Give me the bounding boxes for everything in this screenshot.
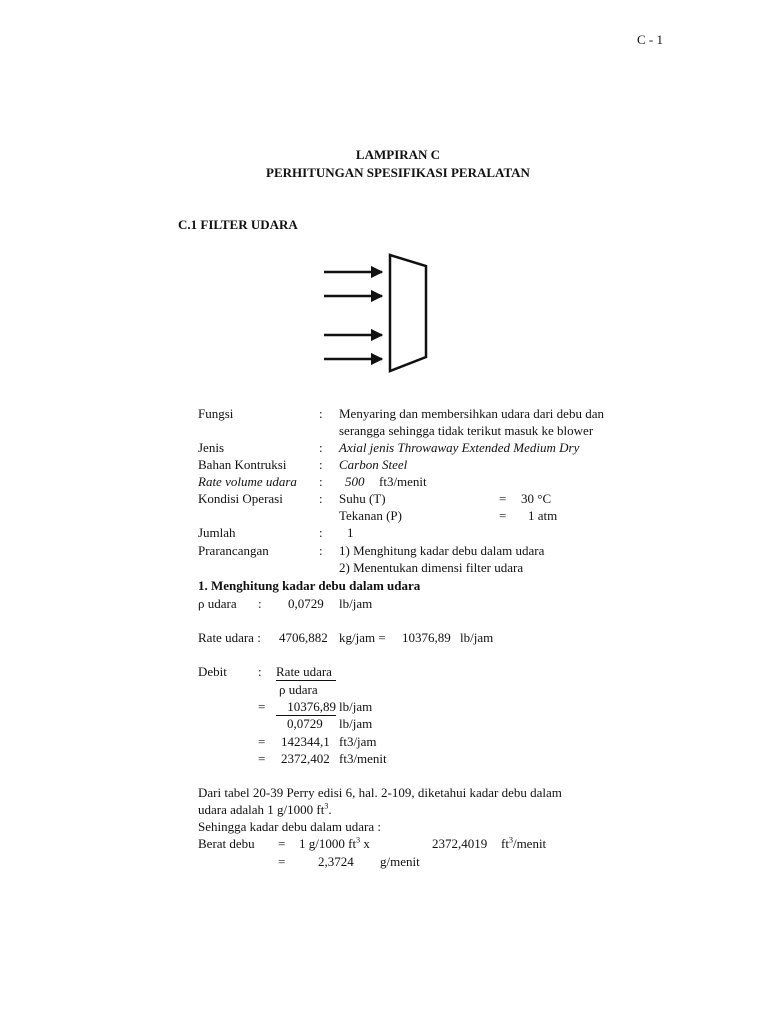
spec-label-prarancangan: Prarancangan [198, 543, 269, 558]
spec-value-fungsi-line2: serangga sehingga tidak terikut masuk ke blower [339, 423, 594, 438]
rho-label: ρ udara [198, 596, 237, 611]
berat-label: Berat debu [198, 836, 255, 851]
spec-label-fungsi: Fungsi [198, 406, 234, 421]
filter-diagram [318, 250, 438, 380]
spec-label-rate: Rate volume udara [198, 474, 297, 489]
spec-colon: : [319, 474, 323, 489]
spec-tekanan-eq: = [499, 508, 507, 523]
rate-unit-kg: kg/jam = [339, 630, 386, 645]
numerator-unit: lb/jam [339, 699, 373, 714]
spec-tekanan-value: 1 atm [528, 508, 558, 523]
berat-result-unit: g/menit [380, 854, 420, 869]
spec-value-fungsi-line1: Menyaring dan membersihkan udara dari debu dan [339, 406, 604, 421]
rho-value: 0,0729 [288, 596, 324, 611]
spec-value-rate: 500 [345, 474, 365, 489]
spec-unit-rate: ft3/menit [379, 474, 427, 489]
rate-label: Rate udara : [198, 630, 261, 645]
berat-flow-unit: $ft^3$/menit [501, 835, 547, 851]
equals-sign: = [258, 699, 266, 714]
rho-unit: lb/jam [339, 596, 373, 611]
rate-value-kg: 4706,882 [279, 630, 328, 645]
spec-colon: : [319, 440, 323, 455]
result-ft3-menit-unit: ft3/menit [339, 751, 387, 766]
spec-suhu-label: Suhu (T) [339, 491, 386, 506]
spec-label-bahan: Bahan Kontruksi [198, 457, 287, 472]
debit-colon: : [258, 664, 262, 679]
rate-value-lb: 10376,89 [402, 630, 451, 645]
spec-label-kondisi: Kondisi Operasi [198, 491, 283, 506]
spec-colon: : [319, 525, 323, 540]
rho-colon: : [258, 596, 262, 611]
berat-flow-value: 2372,4019 [432, 836, 488, 851]
debit-label: Debit [198, 664, 227, 679]
page-title-line2: PERHITUNGAN SPESIFIKASI PERALATAN [266, 165, 530, 180]
fraction-denominator: ρ udara [279, 682, 318, 697]
spec-suhu-value: 30 °C [521, 491, 552, 506]
result-ft3-menit: 2372,402 [281, 751, 330, 766]
berat-result: 2,3724 [318, 854, 354, 869]
fraction-numerator: Rate udara [276, 663, 336, 681]
equals-sign: = [258, 734, 266, 749]
spec-label-jumlah: Jumlah [198, 525, 236, 540]
spec-colon: : [319, 543, 323, 558]
spec-label-jenis: Jenis [198, 440, 224, 455]
equals-sign: = [258, 751, 266, 766]
filter-panel [390, 255, 426, 371]
denominator-value: 0,0729 [287, 716, 323, 731]
page-number: C - 1 [637, 32, 663, 47]
spec-step-1: 1) Menghitung kadar debu dalam udara [339, 543, 545, 558]
denominator-unit: lb/jam [339, 716, 373, 731]
paragraph-line-3: Sehingga kadar debu dalam udara : [198, 819, 382, 834]
spec-tekanan-label: Tekanan (P) [339, 508, 402, 523]
paragraph-line-2: udara adalah 1 g/1000 $ft^3$. [198, 801, 332, 817]
calc-heading: 1. Menghitung kadar debu dalam udara [198, 578, 421, 593]
berat-eq-2: = [278, 854, 286, 869]
spec-colon: : [319, 491, 323, 506]
rate-unit-lb: lb/jam [460, 630, 494, 645]
result-ft3-jam: 142344,1 [281, 734, 330, 749]
result-ft3-jam-unit: ft3/jam [339, 734, 377, 749]
spec-value-bahan: Carbon Steel [339, 457, 408, 472]
berat-eq: = [278, 836, 286, 851]
numerator-value: 10376,89 [276, 698, 336, 716]
section-heading: C.1 FILTER UDARA [178, 217, 298, 232]
spec-suhu-eq: = [499, 491, 507, 506]
spec-value-jumlah: 1 [347, 525, 354, 540]
berat-expression: 1 g/1000 $ft^3$ x [299, 835, 370, 851]
page-title-line1: LAMPIRAN C [355, 147, 441, 162]
spec-value-jenis: Axial jenis Throwaway Extended Medium Dry [339, 440, 580, 455]
spec-step-2: 2) Menentukan dimensi filter udara [339, 560, 524, 575]
spec-colon: : [319, 406, 323, 421]
paragraph-line-1: Dari tabel 20-39 Perry edisi 6, hal. 2-109, diketahui kadar debu dalam [198, 785, 562, 800]
spec-colon: : [319, 457, 323, 472]
